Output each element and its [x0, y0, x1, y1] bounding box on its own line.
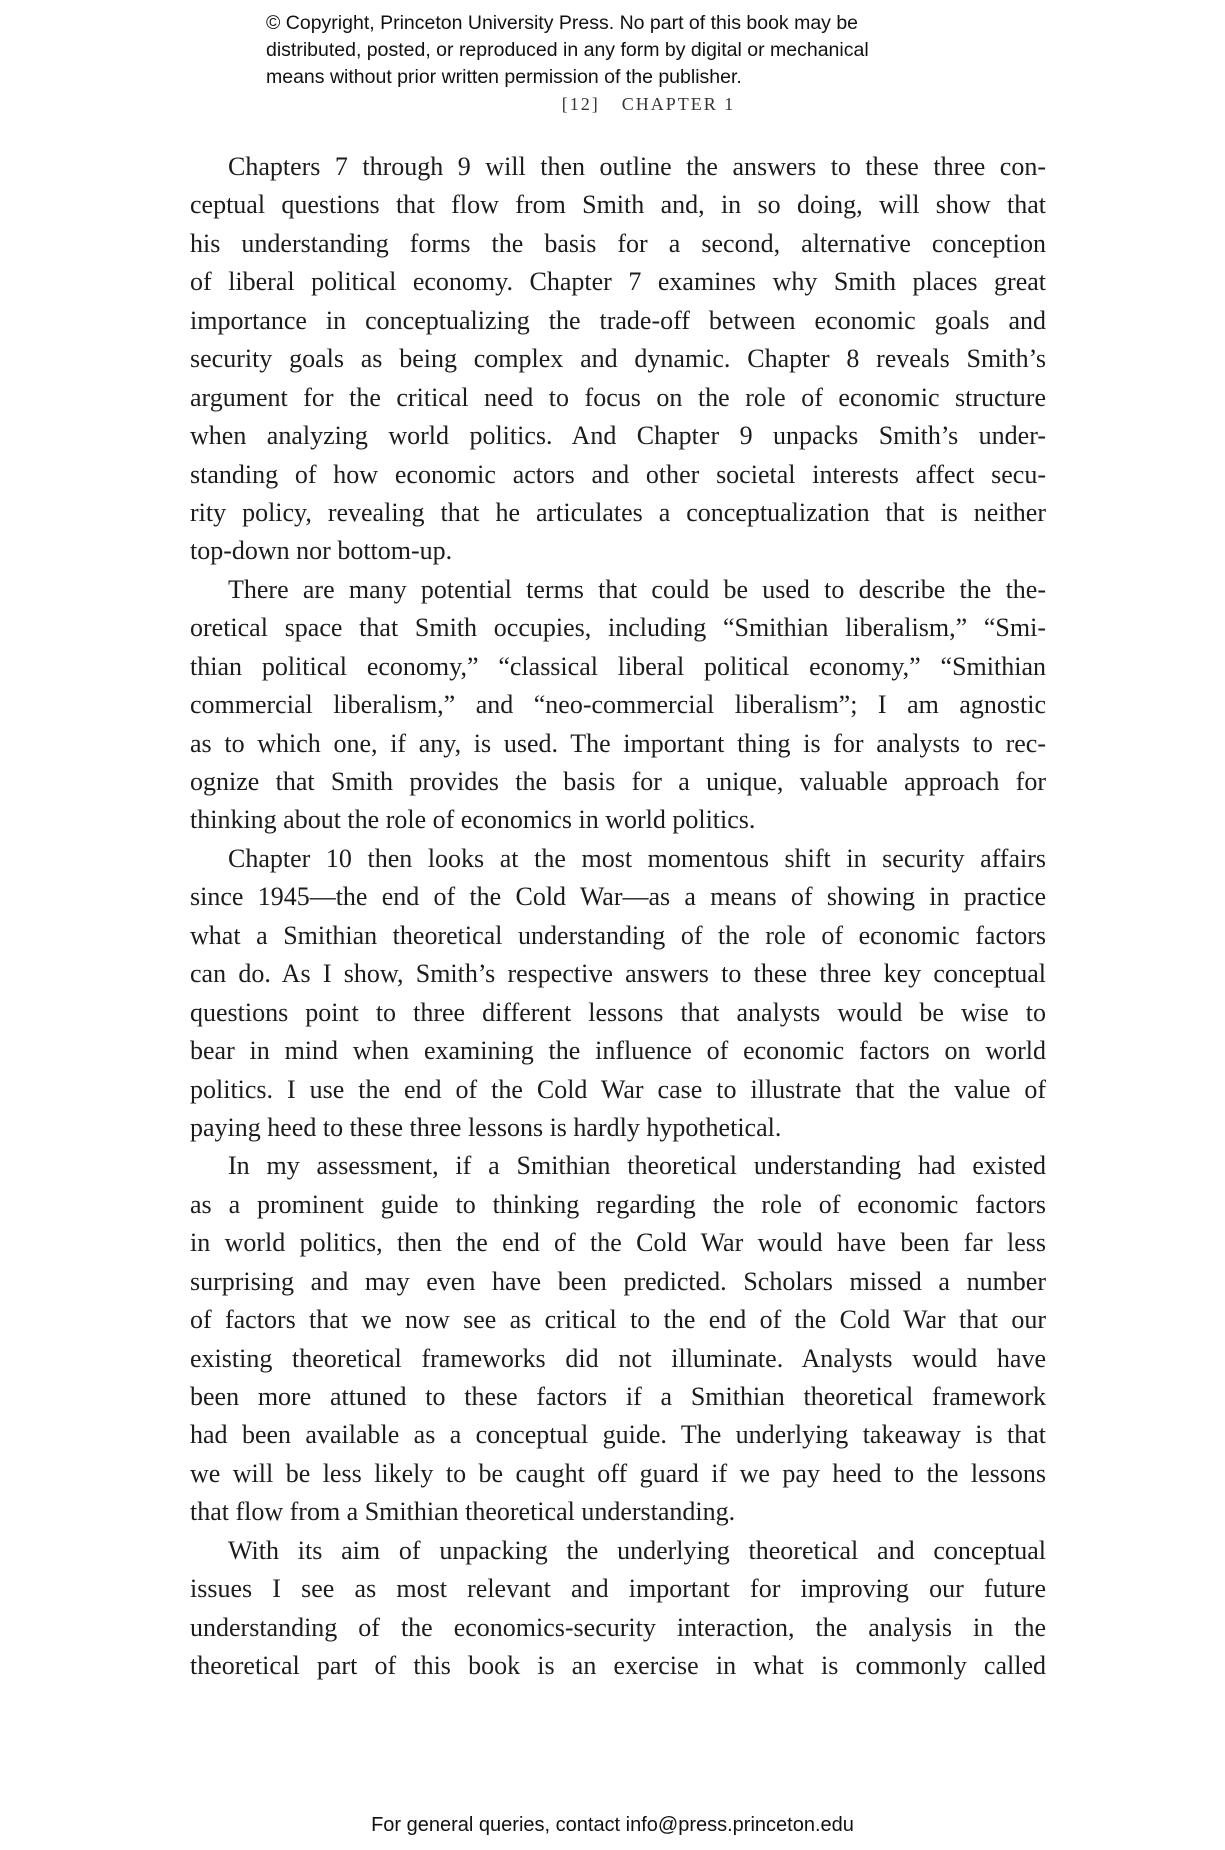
paragraph: [190, 571, 1046, 840]
text-line: There are many potential terms that could be used to describe the the-: [228, 574, 1046, 604]
text-line: oretical space that Smith occupies, including “Smithian liberalism,” “Smi-: [190, 613, 1046, 643]
text-line: In my assessment, if a Smithian theoretical understanding had existed: [228, 1151, 1046, 1181]
text-line: of liberal political economy. Chapter 7 examines why Smith places great: [190, 267, 1046, 297]
text-line: had been available as a conceptual guide. The underlying takeaway is that: [190, 1420, 1046, 1450]
text-line: Chapter 10 then looks at the most momentous shift in security affairs: [228, 843, 1046, 873]
text-line: as a prominent guide to thinking regarding the role of economic factors: [190, 1189, 1046, 1219]
text-line: of factors that we now see as critical to the end of the Cold War that our: [190, 1305, 1046, 1335]
text-line: can do. As I show, Smith’s respective answers to these three key conceptual: [190, 959, 1046, 989]
text-line: since 1945—the end of the Cold War—as a means of showing in practice: [190, 882, 1046, 912]
text-line: when analyzing world politics. And Chapter 9 unpacks Smith’s under-: [190, 421, 1046, 451]
paragraph: [190, 840, 1046, 1148]
footer-contact: For general queries, contact info@press.princeton.edu: [371, 1814, 854, 1836]
paragraph: [190, 1532, 1046, 1686]
text-line: issues I see as most relevant and important for improving our future: [190, 1574, 1046, 1604]
text-line: thinking about the role of economics in world politics.: [190, 805, 756, 835]
copyright-line: © Copyright, Princeton University Press. No part of this book may be: [266, 12, 859, 34]
text-line: With its aim of unpacking the underlying theoretical and conceptual: [228, 1535, 1046, 1565]
text-line: standing of how economic actors and other societal interests affect secu-: [190, 459, 1046, 489]
text-line: argument for the critical need to focus on the role of economic structure: [190, 382, 1046, 412]
copyright-notice: [266, 10, 869, 91]
text-line: been more attuned to these factors if a Smithian theoretical framework: [190, 1382, 1046, 1411]
text-line: commercial liberalism,” and “neo-commercial liberalism”; I am agnostic: [190, 690, 1046, 720]
text-line: thian political economy,” “classical liberal political economy,” “Smithian: [190, 651, 1046, 681]
text-line: rity policy, revealing that he articulates a conceptualization that is neither: [190, 497, 1046, 527]
text-line: bear in mind when examining the influence of economic factors on world: [190, 1036, 1046, 1066]
running-head: [0, 94, 1225, 115]
text-line: paying heed to these three lessons is hardly hypothetical.: [190, 1112, 782, 1142]
text-line: that flow from a Smithian theoretical understanding.: [190, 1497, 736, 1527]
text-line: politics. I use the end of the Cold War case to illustrate that the value of: [190, 1074, 1046, 1104]
text-line: top-down nor bottom-up.: [190, 536, 453, 566]
paragraph: [190, 1147, 1046, 1531]
text-line: questions point to three different lessons that analysts would be wise to: [190, 997, 1046, 1027]
body-text: [190, 148, 1046, 1686]
chapter-label: CHAPTER 1: [621, 94, 736, 114]
text-line: we will be less likely to be caught off guard if we pay heed to the lessons: [190, 1458, 1046, 1488]
text-line: ognize that Smith provides the basis for a unique, valuable approach for: [190, 767, 1046, 796]
text-line: existing theoretical frameworks did not illuminate. Analysts would have: [190, 1343, 1046, 1373]
text-line: importance in conceptualizing the trade-off between economic goals and: [190, 305, 1046, 335]
text-line: theoretical part of this book is an exercise in what is commonly called: [190, 1651, 1046, 1681]
text-line: Chapters 7 through 9 will then outline the answers to these three con-: [228, 152, 1046, 181]
text-line: security goals as being complex and dynamic. Chapter 8 reveals Smith’s: [190, 344, 1046, 374]
text-line: surprising and may even have been predicted. Scholars missed a number: [190, 1266, 1046, 1296]
text-line: ceptual questions that flow from Smith and, in so doing, will show that: [190, 190, 1046, 220]
text-line: what a Smithian theoretical understanding of the role of economic factors: [190, 920, 1046, 950]
copyright-line: distributed, posted, or reproduced in any form by digital or mechanical: [266, 39, 869, 61]
page-number: [12]: [561, 94, 600, 114]
text-line: his understanding forms the basis for a second, alternative conception: [190, 228, 1046, 258]
paragraph: [190, 148, 1046, 571]
text-line: understanding of the economics-security interaction, the analysis in the: [190, 1612, 1046, 1642]
text-line: as to which one, if any, is used. The important thing is for analysts to rec-: [190, 728, 1046, 758]
copyright-line: means without prior written permission of the publisher.: [266, 66, 742, 88]
text-line: in world politics, then the end of the Cold War would have been far less: [190, 1228, 1046, 1258]
